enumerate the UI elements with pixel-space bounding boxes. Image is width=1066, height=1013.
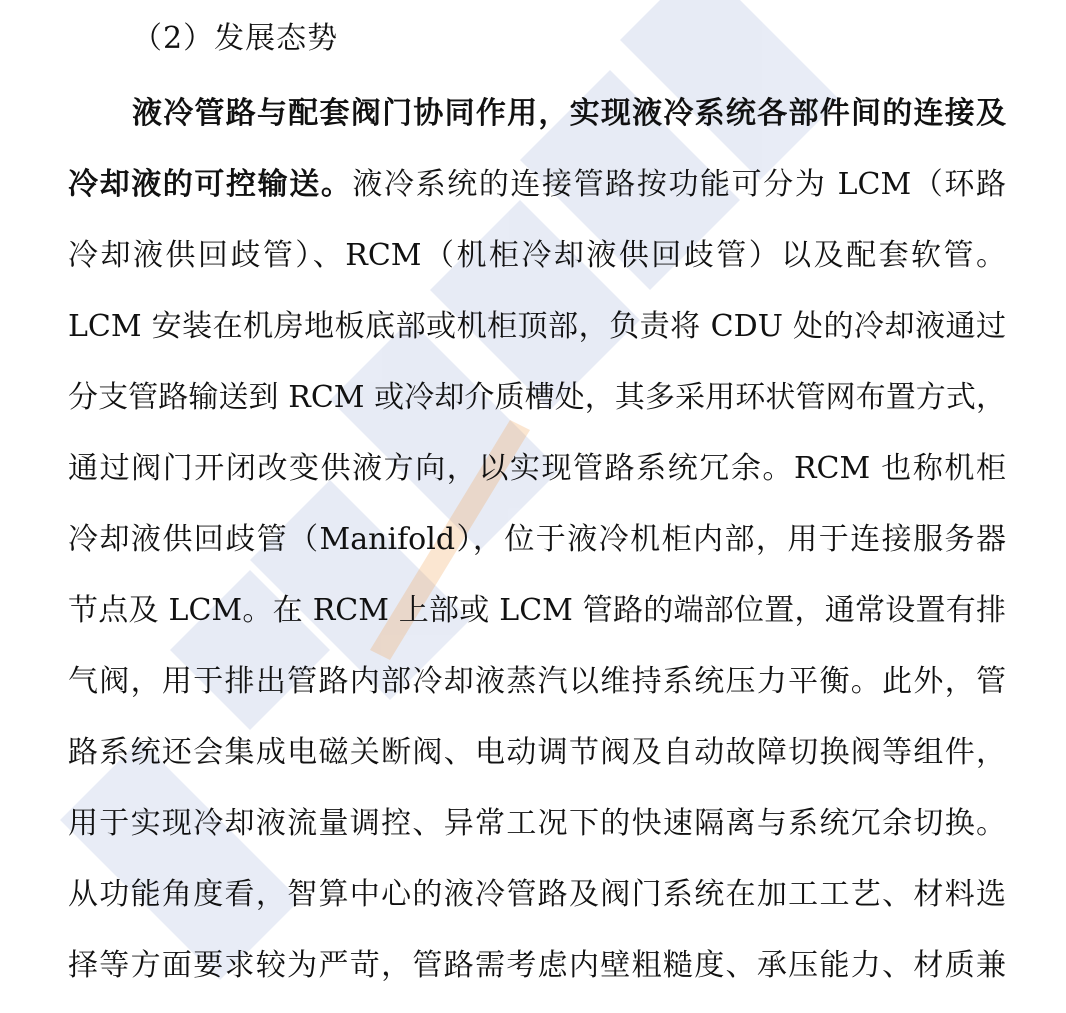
text-line: 通过阀门开闭改变供液方向，以实现管路系统冗余。RCM 也称机柜: [68, 451, 1006, 486]
text-line: 从功能角度看，智算中心的液冷管路及阀门系统在加工工艺、材料选: [68, 877, 1006, 912]
text-line: [68, 90, 1006, 161]
text-line: 冷却液供回歧管（Manifold），位于液冷机柜内部，用于连接服务器: [68, 522, 1006, 557]
text-line: 路系统还会集成电磁关断阀、电动调节阀及自动故障切换阀等组件，: [68, 735, 1006, 770]
section-heading: （2）发展态势: [132, 21, 339, 56]
text-line: 分支管路输送到 RCM 或冷却介质槽处，其多采用环状管网布置方式，: [68, 380, 1006, 415]
text-line: 气阀，用于排出管路内部冷却液蒸汽以维持系统压力平衡。此外，管: [68, 664, 1006, 699]
lead-sentence: 冷却液的可控输送。: [68, 167, 353, 202]
text-line: 用于实现冷却液流量调控、异常工况下的快速隔离与系统冗余切换。: [68, 806, 1006, 841]
body-paragraph: [68, 90, 1006, 1013]
text-line: 节点及 LCM。在 RCM 上部或 LCM 管路的端部位置，通常设置有排: [68, 593, 1006, 628]
text-line: 择等方面要求较为严苛，管路需考虑内壁粗糙度、承压能力、材质兼: [68, 948, 1006, 983]
lead-sentence: 液冷管路与配套阀门协同作用，实现液冷系统各部件间的连接及: [132, 96, 1006, 131]
body-text: 液冷系统的连接管路按功能可分为 LCM（环路: [352, 167, 1006, 202]
text-line: LCM 安装在机房地板底部或机柜顶部，负责将 CDU 处的冷却液通过: [68, 309, 1006, 344]
text-line: [68, 161, 1006, 232]
text-line: 冷却液供回歧管）、RCM（机柜冷却液供回歧管）以及配套软管。: [68, 238, 1006, 273]
